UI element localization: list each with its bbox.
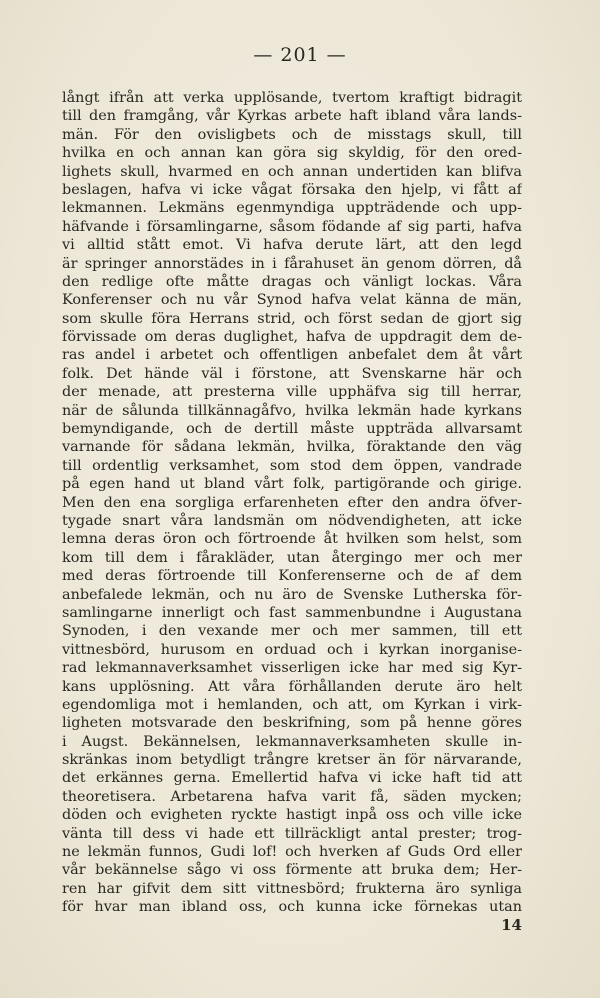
- text-line: hvilka en och annan kan göra sig skyldig, för den ored-: [62, 145, 522, 162]
- text-line: varnande för sådana lekmän, hvilka, föraktande den väg: [62, 439, 522, 456]
- text-line: den redlige ofte måtte dragas och vänligt lockas. Våra: [62, 273, 522, 290]
- text-line: det erkännes gerna. Emellertid hafva vi icke haft tid att: [62, 770, 522, 787]
- text-line: der menade, att presterna ville upphäfva sig till herrar,: [62, 384, 522, 401]
- text-line: på egen hand ut bland vårt folk, partigörande och girige.: [62, 476, 522, 493]
- text-line: samlingarne innerligt och fast sammenbundne i Augustana: [62, 604, 522, 621]
- text-line: vänta till dess vi hade ett tillräckligt antal prester; trog-: [62, 825, 522, 842]
- body-text: [62, 89, 522, 917]
- text-line: anbefalede lekmän, och nu äro de Svenske Lutherska för-: [62, 586, 522, 603]
- text-line: skränkas inom betydligt trångre kretser än för närvarande,: [62, 752, 522, 769]
- text-line: Konferenser och nu vår Synod hafva velat känna de män,: [62, 292, 522, 309]
- text-line: tygade snart våra landsmän om nödvendigheten, att icke: [62, 512, 522, 529]
- text-line: när de sålunda tillkännagåfvo, hvilka lekmän hade kyrkans: [62, 402, 522, 419]
- text-line: bemyndigande, och de dertill måste uppträda allvarsamt: [62, 421, 522, 438]
- text-line: theoretisera. Arbetarena hafva varit få, säden mycken;: [62, 788, 522, 805]
- text-line: Synoden, i den vexande mer och mer sammen, till ett: [62, 623, 522, 640]
- text-line: långt ifrån att verka upplösande, tvertom kraftigt bidragit: [62, 90, 522, 106]
- text-line: med deras förtroende till Konferenserne och de af dem: [62, 568, 522, 585]
- text-line: ras andel i arbetet och offentligen anbefalet dem åt vårt: [62, 347, 522, 364]
- text-line: vi alltid stått emot. Vi hafva derute lärt, att den legd: [62, 237, 522, 254]
- text-line: döden och evigheten ryckte hastigt inpå oss och ville icke: [62, 807, 522, 824]
- text-line: i Augst. Bekännelsen, lekmannaverksamheten skulle in-: [62, 733, 522, 750]
- text-line: som skulle föra Herrans strid, och först sedan de gjort sig: [62, 310, 522, 327]
- text-line: häfvande i församlingarne, såsom födande af sig parti, hafva: [62, 218, 522, 235]
- text-line: vår bekännelse sågo vi oss förmente att bruka dem; Her-: [62, 862, 522, 879]
- signature-mark: 14: [501, 916, 522, 934]
- text-line: till ordentlig verksamhet, som stod dem öppen, vandrade: [62, 457, 522, 474]
- text-line: kom till dem i fårakläder, utan återgingo mer och mer: [62, 549, 522, 566]
- text-line: män. För den ovisligbets och de misstags skull, till: [62, 126, 522, 143]
- text-line: lighets skull, hvarmed en och annan undertiden kan blifva: [62, 163, 522, 180]
- text-line: ne lekmän funnos, Gudi lof! och hverken af Guds Ord eller: [62, 844, 522, 861]
- text-line: lekmannen. Lekmäns egenmyndiga uppträdende och upp-: [62, 200, 522, 217]
- text-line: beslagen, hafva vi icke vågat försaka den hjelp, vi fått af: [62, 181, 522, 198]
- text-line: rad lekmannaverksamhet visserligen icke har med sig Kyr-: [62, 660, 522, 677]
- text-line: Men den ena sorgliga erfarenheten efter den andra öfver-: [62, 494, 522, 511]
- text-line: är springer annorstädes in i fårahuset än genom dörren, då: [62, 255, 522, 272]
- text-line: kans upplösning. Att våra förhållanden derute äro helt: [62, 678, 522, 695]
- text-line: för hvar man ibland oss, och kunna icke förnekas utan: [62, 899, 522, 916]
- text-line: till den framgång, vår Kyrkas arbete haft ibland våra lands-: [62, 108, 522, 125]
- text-line: ligheten motsvarade den beskrifning, som på henne göres: [62, 715, 522, 732]
- text-line: folk. Det hände väl i förstone, att Svenskarne här och: [62, 365, 522, 382]
- text-line: vittnesbörd, hurusom en orduad och i kyrkan inorganise-: [62, 641, 522, 658]
- text-line: ren har gifvit dem sitt vittnesbörd; frukterna äro synliga: [62, 880, 522, 897]
- page-number: — 201 —: [253, 44, 347, 66]
- text-line: förvissade om deras duglighet, hafva de uppdragit dem de-: [62, 329, 522, 346]
- text-line: lemna deras öron och förtroende åt hvilken som helst, som: [62, 531, 522, 548]
- text-line: egendomliga mot i hemlanden, och att, om Kyrkan i virk-: [62, 696, 522, 713]
